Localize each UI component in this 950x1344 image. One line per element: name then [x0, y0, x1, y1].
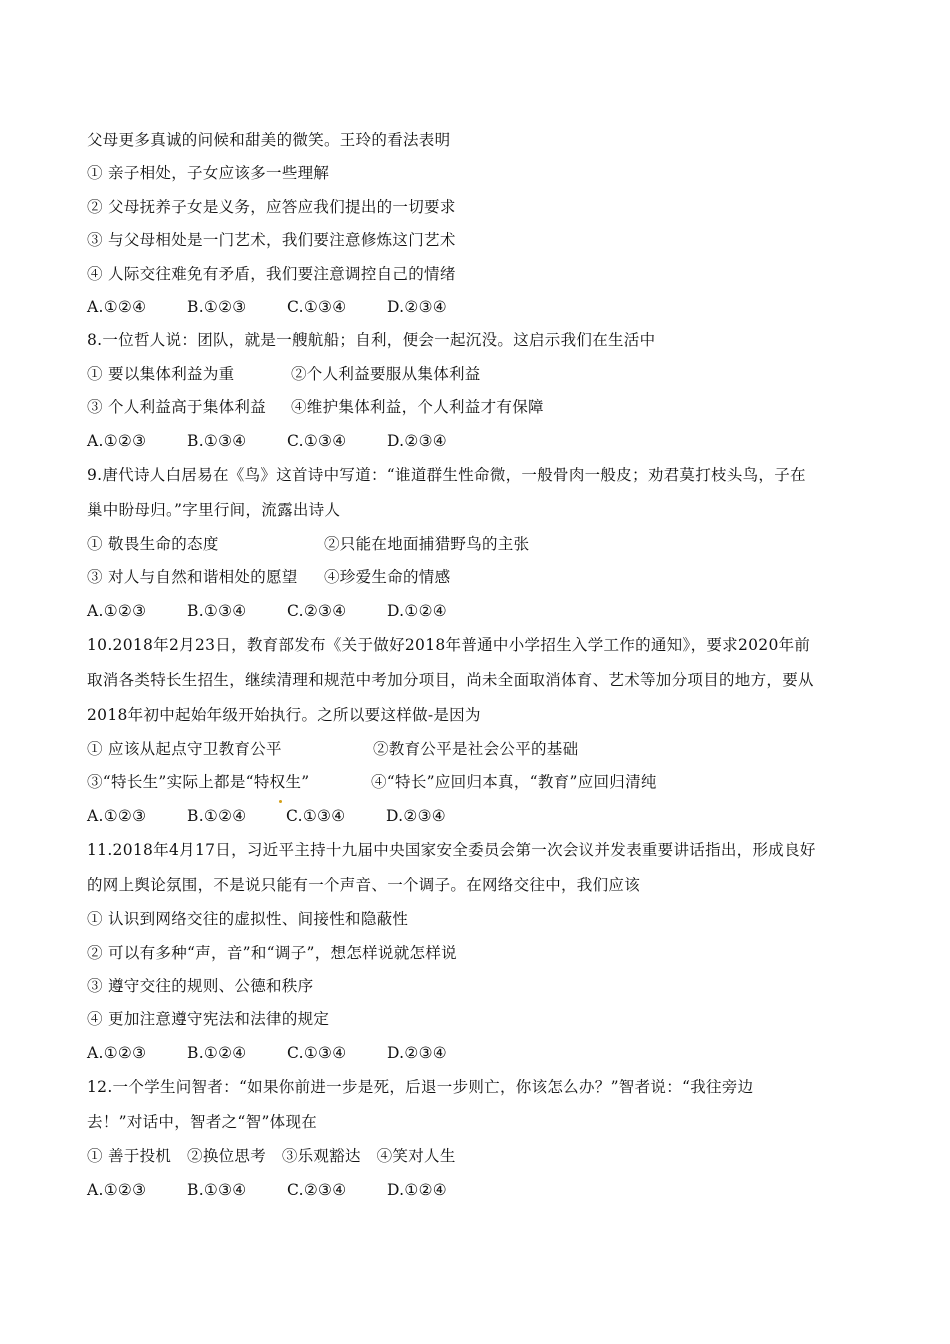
q7-options — [87, 291, 867, 324]
q10-items-row-2 — [87, 766, 867, 799]
q11-item-2: ② 可以有多种“声，音”和“调子”，想怎样说就怎样说 — [87, 943, 457, 962]
q9-items-row-1 — [87, 528, 867, 561]
q12-items: ① 善于投机 ②换位思考 ③乐观豁达 ④笑对人生 — [87, 1147, 456, 1166]
q12-option-c: C.②③④ — [287, 1180, 347, 1199]
q10-option-a: A.①②③ — [87, 806, 147, 825]
q10-option-c: C.①③④ — [286, 806, 346, 825]
q8-items-row-1 — [87, 358, 867, 391]
q9-item-1: ① 敬畏生命的态度 — [87, 534, 219, 553]
q7-option-c: C.①③④ — [287, 297, 347, 316]
q7-stem: 父母更多真诚的问候和甜美的微笑。王玲的看法表明 — [87, 131, 451, 149]
q10-options — [87, 800, 867, 833]
exam-page — [87, 124, 867, 1207]
q10-item-4: ④“特长”应回归本真，“教育”应回归清纯 — [371, 773, 657, 792]
q8-stem: 8.一位哲人说：团队，就是一艘航船；自利，便会一起沉没。这启示我们在生活中 — [87, 331, 656, 350]
q10-stem-line-2: 取消各类特长生招生，继续清理和规范中考加分项目，尚未全面取消体育、艺术等加分项目的地方，要从 — [87, 671, 814, 690]
q9-stem-line-1: 9.唐代诗人白居易在《鸟》这首诗中写道：“谁道群生性命微，一般骨肉一般皮；劝君莫打枝头鸟，子在 — [87, 465, 806, 484]
q11-stem-line-1: 11.2018年4月17日，习近平主持十九届中央国家安全委员会第一次会议并发表重要讲话指出，形成良好 — [87, 841, 816, 860]
q8-options — [87, 425, 867, 458]
q7-item-1: ① 亲子相处，子女应该多一些理解 — [87, 164, 330, 183]
q9-option-b: B.①③④ — [187, 601, 247, 620]
stray-dot-mark — [279, 800, 282, 803]
q12-options — [87, 1174, 867, 1207]
q10-item-2: ②教育公平是社会公平的基础 — [373, 740, 579, 759]
q7-option-a: A.①②④ — [87, 297, 147, 316]
q9-item-3: ③ 对人与自然和谐相处的愿望 — [87, 568, 298, 587]
q8-item-1: ① 要以集体利益为重 — [87, 364, 235, 383]
q7-item-2: ② 父母抚养子女是义务，应答应我们提出的一切要求 — [87, 197, 456, 216]
q10-option-d: D.②③④ — [386, 806, 446, 825]
q8-option-d: D.②③④ — [387, 431, 447, 450]
q10-stem-line-1: 10.2018年2月23日，教育部发布《关于做好2018年普通中小学招生入学工作的通知》，要求2020年前 — [87, 636, 811, 655]
q11-option-d: D.②③④ — [387, 1043, 447, 1062]
q8-option-c: C.①③④ — [287, 431, 347, 450]
q8-item-2: ②个人利益要服从集体利益 — [291, 364, 481, 383]
q12-stem-line-1: 12.一个学生问智者：“如果你前进一步是死，后退一步则亡，你该怎么办？”智者说：“我往旁边 — [87, 1078, 754, 1097]
q11-stem-line-2: 的网上舆论氛围，不是说只能有一个声音、一个调子。在网络交往中，我们应该 — [87, 876, 641, 895]
q9-item-2: ②只能在地面捕猎野鸟的主张 — [324, 534, 530, 553]
q11-option-a: A.①②③ — [87, 1043, 147, 1062]
q7-option-d: D.②③④ — [387, 297, 447, 316]
q10-item-3: ③“特长生”实际上都是“特权生” — [87, 773, 310, 792]
q12-stem-line-2: 去！”对话中，智者之“智”体现在 — [87, 1113, 318, 1132]
q11-item-3: ③ 遵守交往的规则、公德和秩序 — [87, 977, 314, 996]
q10-item-1: ① 应该从起点守卫教育公平 — [87, 740, 282, 759]
q10-items-row-1 — [87, 733, 867, 766]
q9-item-4: ④珍爱生命的情感 — [324, 568, 451, 587]
q11-item-1: ① 认识到网络交往的虚拟性、间接性和隐蔽性 — [87, 910, 409, 929]
q11-option-c: C.①③④ — [287, 1043, 347, 1062]
q11-item-4: ④ 更加注意遵守宪法和法律的规定 — [87, 1010, 330, 1029]
q7-option-b: B.①②③ — [187, 297, 247, 316]
q9-items-row-2 — [87, 561, 867, 594]
q11-options — [87, 1037, 867, 1070]
q7-item-4: ④ 人际交往难免有矛盾，我们要注意调控自己的情绪 — [87, 264, 456, 283]
q8-option-b: B.①③④ — [187, 431, 247, 450]
q10-option-b: B.①②④ — [187, 806, 247, 825]
q12-option-d: D.①②④ — [387, 1180, 447, 1199]
q9-stem-line-2: 巢中盼母归。”字里行间，流露出诗人 — [87, 500, 341, 519]
q8-items-row-2 — [87, 391, 867, 424]
q9-option-a: A.①②③ — [87, 601, 147, 620]
q8-item-3: ③ 个人利益高于集体利益 — [87, 398, 267, 417]
q9-option-c: C.②③④ — [287, 601, 347, 620]
q10-stem-line-3: 2018年初中起始年级开始执行。之所以要这样做-是因为 — [87, 706, 481, 725]
q12-option-b: B.①③④ — [187, 1180, 247, 1199]
q9-options — [87, 595, 867, 628]
q11-option-b: B.①②④ — [187, 1043, 247, 1062]
q9-option-d: D.①②④ — [387, 601, 447, 620]
q8-option-a: A.①②③ — [87, 431, 147, 450]
q8-item-4: ④维护集体利益，个人利益才有保障 — [291, 398, 544, 417]
q7-item-3: ③ 与父母相处是一门艺术，我们要注意修炼这门艺术 — [87, 231, 456, 250]
q12-option-a: A.①②③ — [87, 1180, 147, 1199]
